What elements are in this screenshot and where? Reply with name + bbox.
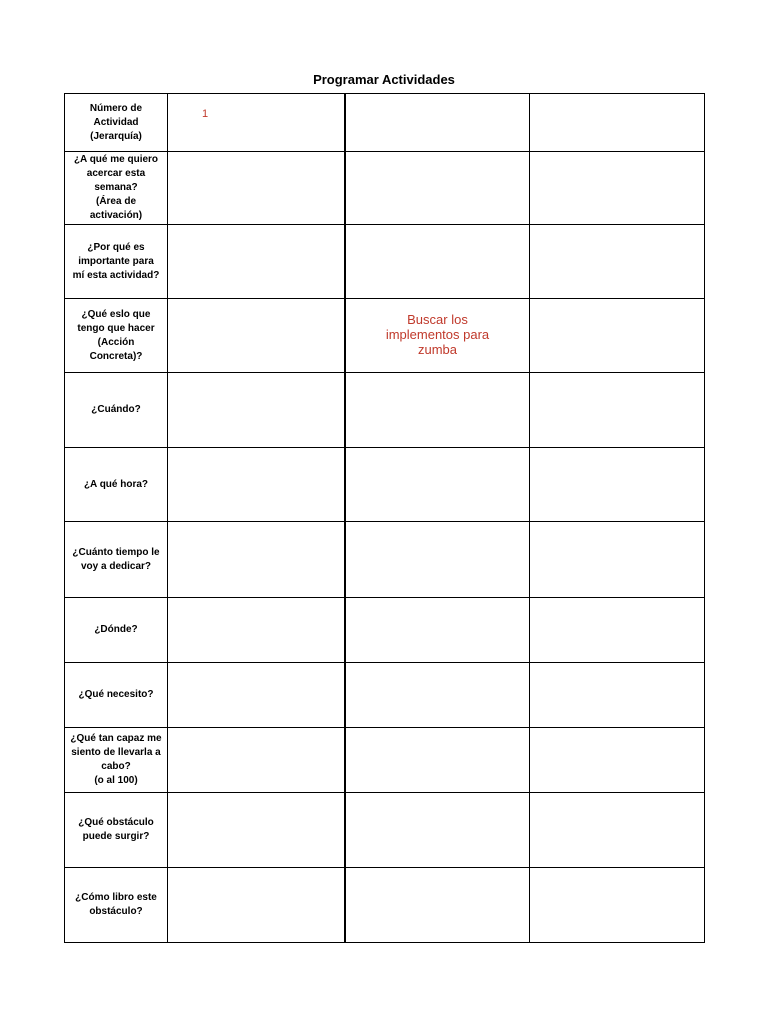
row-label: ¿Cuándo? [65, 373, 168, 448]
table-row [65, 793, 705, 868]
activity-cell-3[interactable] [530, 663, 705, 728]
activity-cell-2[interactable] [345, 448, 530, 522]
row-label: ¿Qué obstáculo puede surgir? [65, 793, 168, 868]
activity-cell-3[interactable] [530, 373, 705, 448]
activity-cell-1[interactable] [168, 793, 346, 868]
activity-cell-1[interactable] [168, 868, 346, 943]
activity-cell-3[interactable] [530, 225, 705, 299]
table-row [65, 522, 705, 598]
table-row [65, 868, 705, 943]
activity-cell-2[interactable] [345, 598, 530, 663]
row-label: ¿A qué me quiero acercar esta semana? (Área de activación) [65, 152, 168, 225]
activity-planning-table [64, 93, 705, 943]
activity-number: 1 [202, 108, 209, 120]
activity-cell-2[interactable] [345, 299, 530, 373]
row-label: ¿Por qué es importante para mí esta actividad? [65, 225, 168, 299]
page-title: Programar Actividades [313, 72, 455, 87]
row-label: ¿A qué hora? [65, 448, 168, 522]
activity-cell-3[interactable] [530, 522, 705, 598]
activity-cell-3[interactable] [530, 868, 705, 943]
activity-cell-2[interactable] [345, 225, 530, 299]
row-label: Número de Actividad (Jerarquía) [65, 94, 168, 152]
activity-cell-3[interactable] [530, 793, 705, 868]
activity-cell-1[interactable] [168, 152, 346, 225]
activity-cell-2[interactable] [345, 868, 530, 943]
activity-cell-1[interactable] [168, 598, 346, 663]
activity-cell-2[interactable] [345, 793, 530, 868]
table-row [65, 728, 705, 793]
row-label: ¿Qué necesito? [65, 663, 168, 728]
table-row [65, 152, 705, 225]
activity-cell-1[interactable] [168, 373, 346, 448]
activity-cell-3[interactable] [530, 598, 705, 663]
table-row [65, 598, 705, 663]
activity-cell-2[interactable] [345, 522, 530, 598]
activity-cell-3[interactable] [530, 299, 705, 373]
activity-cell-1[interactable] [168, 94, 346, 152]
activity-cell-1[interactable] [168, 728, 346, 793]
table-row [65, 225, 705, 299]
row-label: ¿Dónde? [65, 598, 168, 663]
row-label: ¿Cuánto tiempo le voy a dedicar? [65, 522, 168, 598]
activity-cell-1[interactable] [168, 448, 346, 522]
activity-cell-2[interactable] [345, 373, 530, 448]
activity-cell-1[interactable] [168, 663, 346, 728]
activity-cell-3[interactable] [530, 152, 705, 225]
activity-cell-2[interactable] [345, 728, 530, 793]
table-row [65, 448, 705, 522]
table-row [65, 663, 705, 728]
activity-cell-2[interactable] [345, 94, 530, 152]
table-row [65, 299, 705, 373]
activity-cell-1[interactable] [168, 522, 346, 598]
activity-cell-3[interactable] [530, 448, 705, 522]
activity-cell-2[interactable] [345, 152, 530, 225]
row-label: ¿Cómo libro este obstáculo? [65, 868, 168, 943]
table-row [65, 94, 705, 152]
activity-cell-3[interactable] [530, 728, 705, 793]
row-label: ¿Qué tan capaz me siento de llevarla a cabo? (o al 100) [65, 728, 168, 793]
activity-cell-2[interactable] [345, 663, 530, 728]
row-label: ¿Qué eslo que tengo que hacer (Acción Concreta)? [65, 299, 168, 373]
activity-cell-1[interactable] [168, 299, 346, 373]
handwritten-entry: Buscar los implementos para zumba [385, 312, 490, 357]
activity-cell-3[interactable] [530, 94, 705, 152]
table-row [65, 373, 705, 448]
activity-cell-1[interactable] [168, 225, 346, 299]
